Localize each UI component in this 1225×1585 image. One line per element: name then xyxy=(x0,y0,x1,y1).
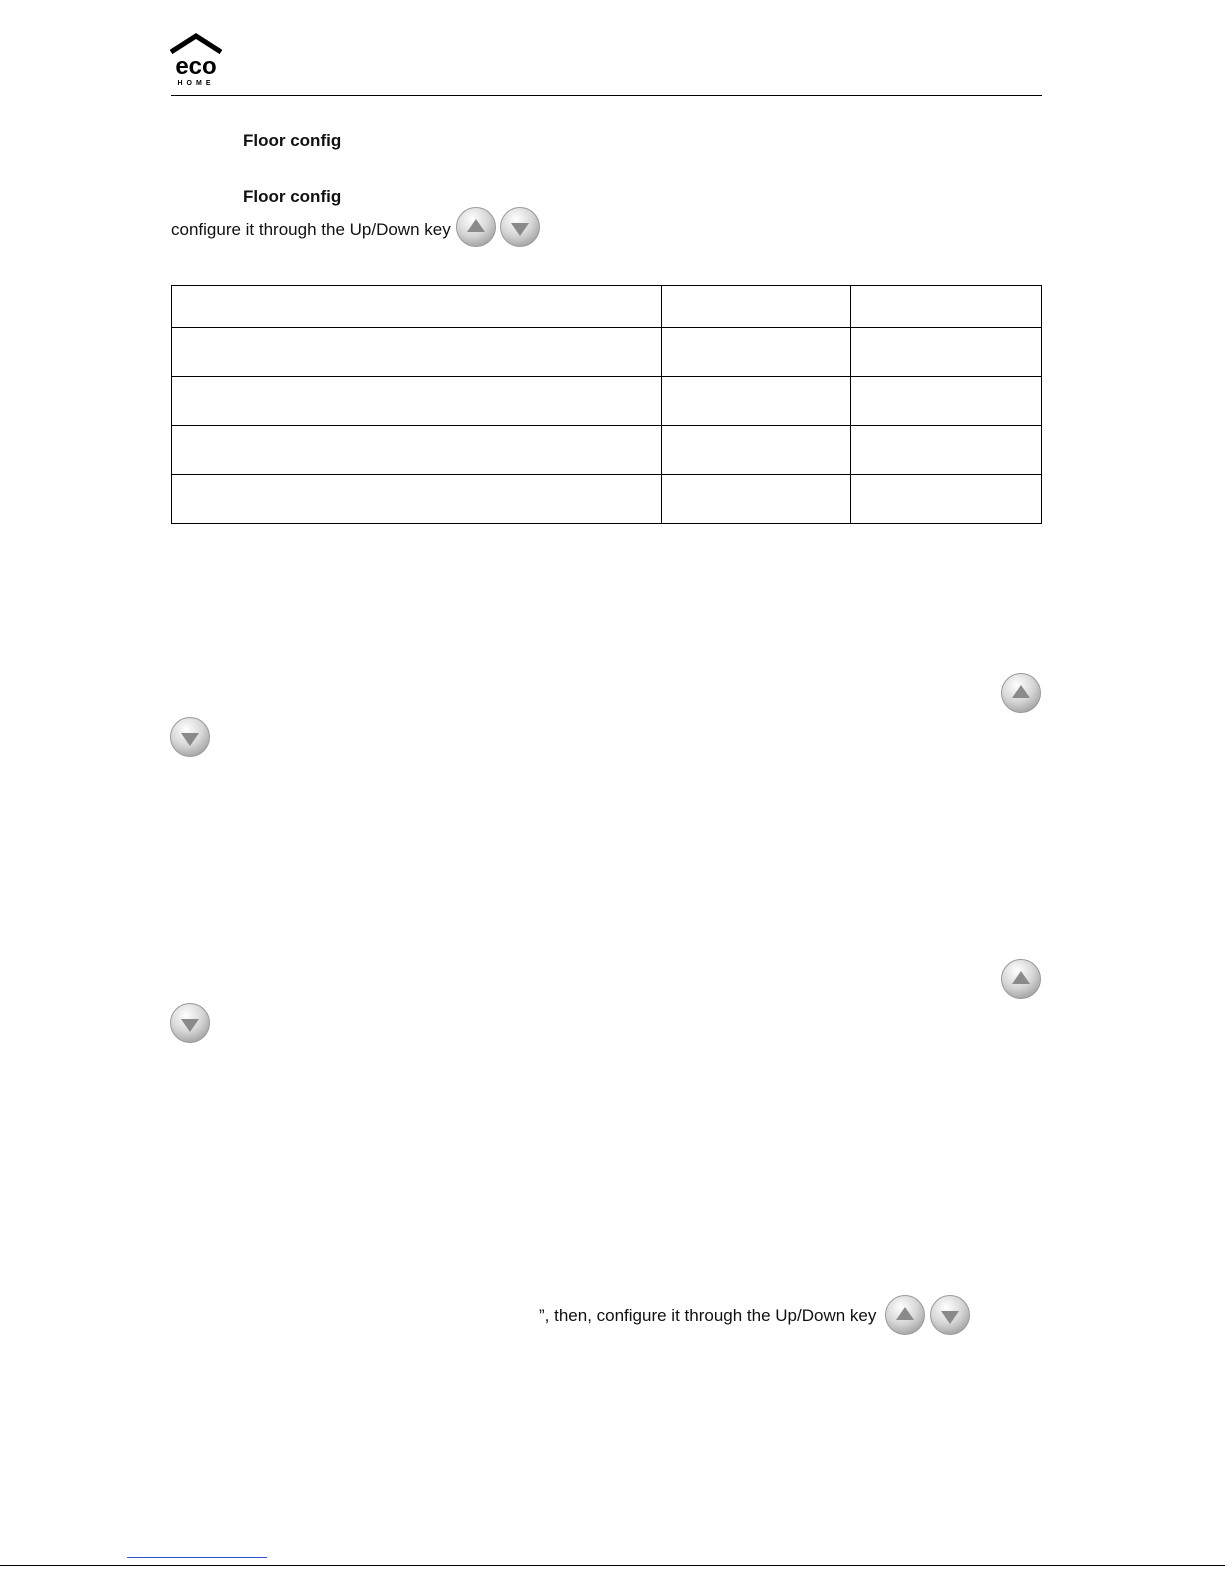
table-cell xyxy=(172,475,662,524)
down-arrow-key-icon xyxy=(929,1294,971,1336)
table-cell xyxy=(661,426,851,475)
table-cell xyxy=(851,475,1042,524)
down-arrow-key-icon xyxy=(499,206,541,248)
floor-config-table xyxy=(171,285,1042,524)
table-cell xyxy=(172,377,662,426)
table-row xyxy=(172,475,1042,524)
eco-home-logo xyxy=(168,32,224,88)
down-arrow-key-icon xyxy=(169,1002,211,1044)
table-cell xyxy=(851,426,1042,475)
down-arrow-key-icon xyxy=(169,716,211,758)
up-arrow-key-icon xyxy=(1000,958,1042,1000)
section-heading: Floor config xyxy=(243,131,342,150)
table-cell xyxy=(172,286,662,328)
up-arrow-key-icon xyxy=(884,1294,926,1336)
table-cell xyxy=(851,286,1042,328)
up-arrow-key-icon xyxy=(455,206,497,248)
table-row xyxy=(172,286,1042,328)
table-cell xyxy=(661,286,851,328)
table-row xyxy=(172,328,1042,377)
logo-subtext: HOME xyxy=(177,80,215,87)
table-cell xyxy=(172,426,662,475)
table-cell xyxy=(661,377,851,426)
instruction-text: configure it through the Up/Down key xyxy=(171,220,451,239)
table-cell xyxy=(661,475,851,524)
footer-link-underline[interactable] xyxy=(127,1557,267,1558)
section-heading-repeat: Floor config xyxy=(243,187,342,206)
table-row xyxy=(172,426,1042,475)
table-row xyxy=(172,377,1042,426)
up-arrow-key-icon xyxy=(1000,672,1042,714)
header-rule xyxy=(171,95,1042,96)
footer-rule xyxy=(0,1565,1225,1566)
table-cell xyxy=(172,328,662,377)
logo-wordmark: eco xyxy=(175,53,217,80)
table-cell xyxy=(851,377,1042,426)
table-cell xyxy=(851,328,1042,377)
instruction-text-2: ”, then, configure it through the Up/Down key xyxy=(539,1306,877,1325)
table-cell xyxy=(661,328,851,377)
